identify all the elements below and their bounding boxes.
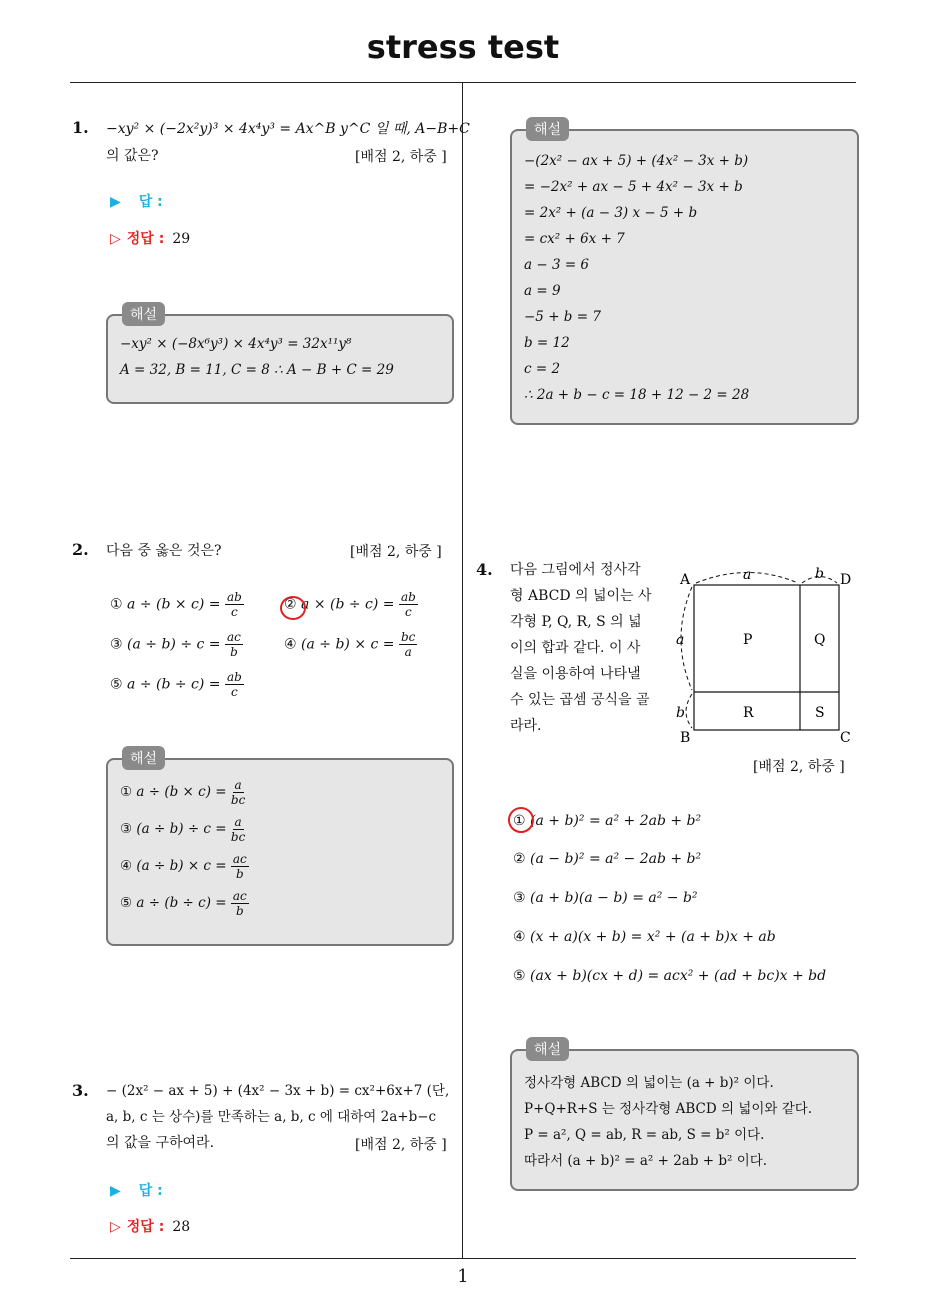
choice-1[interactable]: ① a ÷ (b × c) = $\frac{ab}{c}$ bbox=[110, 590, 242, 619]
page-number: 1 bbox=[457, 1266, 469, 1287]
explanation-box bbox=[510, 1042, 859, 1191]
question-text: a, b, c 는 상수)를 만족하는 a, b, c 에 대하여 2a+b−c bbox=[106, 1109, 437, 1125]
choice-3[interactable]: ③ (a + b)(a − b) = a² − b² bbox=[513, 890, 698, 906]
question-text: 형 ABCD 의 넓이는 사 bbox=[510, 588, 652, 604]
explanation-line: −xy² × (−8x⁶y³) × 4x⁴y³ = 32x¹¹y⁸ bbox=[120, 336, 352, 352]
explanation-tag: 해설 bbox=[526, 117, 569, 141]
question-text: − (2x² − ax + 5) + (4x² − 3x + b) = cx²+6x+7 (단, bbox=[106, 1083, 450, 1099]
top-rule bbox=[70, 82, 856, 83]
question-text: 각형 P, Q, R, S 의 넓 bbox=[510, 614, 642, 630]
score-label: [배점 2, 하중 ] bbox=[355, 149, 447, 165]
answer-row[interactable] bbox=[110, 191, 163, 211]
document-title: stress test bbox=[366, 28, 560, 66]
question-text: 실을 이용하여 나타낼 bbox=[510, 666, 641, 682]
explanation-line: −(2x² − ax + 5) + (4x² − 3x + b) bbox=[524, 153, 749, 169]
correct-label: 정답 : bbox=[126, 231, 165, 247]
explanation-line: ∴ 2a + b − c = 18 + 12 − 2 = 28 bbox=[524, 387, 750, 403]
choice-4[interactable]: ④ (x + a)(x + b) = x² + (a + b)x + ab bbox=[513, 929, 776, 945]
question-text: 라라. bbox=[510, 718, 542, 734]
explanation-box bbox=[106, 307, 454, 404]
square-figure bbox=[670, 562, 860, 746]
question-text: −xy² × (−2x²y)³ × 4x⁴y³ = Ax^B y^C 일 때, A−B+C bbox=[106, 121, 470, 137]
question-number: 3. bbox=[72, 1081, 89, 1100]
bottom-rule bbox=[70, 1258, 856, 1259]
explanation-line: b = 12 bbox=[524, 335, 570, 351]
explanation-line: ① a ÷ (b × c) = $\frac{a}{bc}$ bbox=[120, 778, 246, 807]
explanation-line: a = 9 bbox=[524, 283, 561, 299]
score-label: [배점 2, 하중 ] bbox=[753, 759, 845, 775]
explanation-line: c = 2 bbox=[524, 361, 561, 377]
explanation-line: ④ (a ÷ b) × c = $\frac{ac}{b}$ bbox=[120, 852, 247, 881]
explanation-tag: 해설 bbox=[122, 302, 165, 326]
explanation-box bbox=[106, 751, 454, 946]
explanation-line: = 2x² + (a − 3) x − 5 + b bbox=[524, 205, 698, 221]
answer-label: 답 : bbox=[138, 194, 163, 210]
explanation-line: A = 32, B = 11, C = 8 ∴ A − B + C = 29 bbox=[120, 362, 394, 378]
correct-answer-row bbox=[110, 1216, 190, 1236]
label-R: R bbox=[743, 705, 754, 721]
explanation-line: a − 3 = 6 bbox=[524, 257, 590, 273]
answer-label: 답 : bbox=[138, 1183, 163, 1199]
choice-5[interactable]: ⑤ a ÷ (b ÷ c) = $\frac{ab}{c}$ bbox=[110, 670, 242, 699]
selected-mark bbox=[280, 596, 306, 620]
question-text: 다음 그림에서 정사각 bbox=[510, 562, 641, 578]
play-icon: ▶ bbox=[110, 1183, 121, 1199]
question-text: 의 값은? bbox=[106, 148, 159, 164]
choice-3[interactable]: ③ (a ÷ b) ÷ c = $\frac{ac}{b}$ bbox=[110, 630, 241, 659]
triangle-outline-icon: ▷ bbox=[110, 1219, 121, 1235]
correct-value: 28 bbox=[172, 1219, 191, 1235]
choice-4[interactable]: ④ (a ÷ b) × c = $\frac{bc}{a}$ bbox=[284, 630, 416, 659]
explanation-tag: 해설 bbox=[526, 1037, 569, 1061]
explanation-line: = −2x² + ax − 5 + 4x² − 3x + b bbox=[524, 179, 743, 195]
label-S: S bbox=[815, 705, 825, 721]
question-number: 1. bbox=[72, 118, 89, 137]
label-B: B bbox=[680, 730, 691, 746]
answer-row[interactable] bbox=[110, 1180, 163, 1200]
explanation-line: P+Q+R+S 는 정사각형 ABCD 의 넓이와 같다. bbox=[524, 1101, 813, 1117]
choice-2[interactable]: ② (a − b)² = a² − 2ab + b² bbox=[513, 851, 702, 867]
score-label: [배점 2, 하중 ] bbox=[350, 544, 442, 560]
label-Q: Q bbox=[814, 632, 826, 648]
label-A: A bbox=[680, 572, 691, 588]
correct-label: 정답 : bbox=[126, 1219, 165, 1235]
question-text: 이의 합과 같다. 이 사 bbox=[510, 640, 641, 656]
play-icon: ▶ bbox=[110, 194, 121, 210]
explanation-line: ⑤ a ÷ (b ÷ c) = $\frac{ac}{b}$ bbox=[120, 889, 247, 918]
label-a-top: a bbox=[743, 567, 752, 583]
question-text: 의 값을 구하여라. bbox=[106, 1135, 215, 1151]
explanation-line: −5 + b = 7 bbox=[524, 309, 601, 325]
explanation-line: ③ (a ÷ b) ÷ c = $\frac{a}{bc}$ bbox=[120, 815, 246, 844]
question-text: 수 있는 곱셈 공식을 골 bbox=[510, 692, 650, 708]
score-label: [배점 2, 하중 ] bbox=[355, 1137, 447, 1153]
brace-b-left bbox=[686, 694, 692, 728]
choice-5[interactable]: ⑤ (ax + b)(cx + d) = acx² + (ad + bc)x + bd bbox=[513, 968, 827, 984]
label-b-left: b bbox=[676, 705, 685, 721]
label-a-left: a bbox=[676, 632, 685, 648]
label-b-top: b bbox=[815, 566, 824, 582]
correct-answer-row bbox=[110, 228, 190, 248]
explanation-line: 정사각형 ABCD 의 넓이는 (a + b)² 이다. bbox=[524, 1075, 774, 1091]
explanation-line: P = a², Q = ab, R = ab, S = b² 이다. bbox=[524, 1127, 765, 1143]
explanation-box-q3 bbox=[510, 122, 859, 425]
label-D: D bbox=[840, 572, 852, 588]
question-number: 2. bbox=[72, 540, 89, 559]
choice-2[interactable]: ② a × (b ÷ c) = $\frac{ab}{c}$ bbox=[284, 590, 416, 619]
question-text: 다음 중 옳은 것은? bbox=[106, 543, 222, 559]
label-C: C bbox=[840, 730, 851, 746]
triangle-outline-icon: ▷ bbox=[110, 231, 121, 247]
selected-mark bbox=[508, 807, 534, 833]
explanation-line: 따라서 (a + b)² = a² + 2ab + b² 이다. bbox=[524, 1153, 768, 1169]
correct-value: 29 bbox=[172, 231, 191, 247]
question-number: 4. bbox=[476, 560, 493, 579]
choice-1[interactable]: ① (a + b)² = a² + 2ab + b² bbox=[513, 813, 702, 829]
explanation-tag: 해설 bbox=[122, 746, 165, 770]
label-P: P bbox=[743, 632, 753, 648]
explanation-line: = cx² + 6x + 7 bbox=[524, 231, 625, 247]
column-divider bbox=[462, 83, 463, 1259]
